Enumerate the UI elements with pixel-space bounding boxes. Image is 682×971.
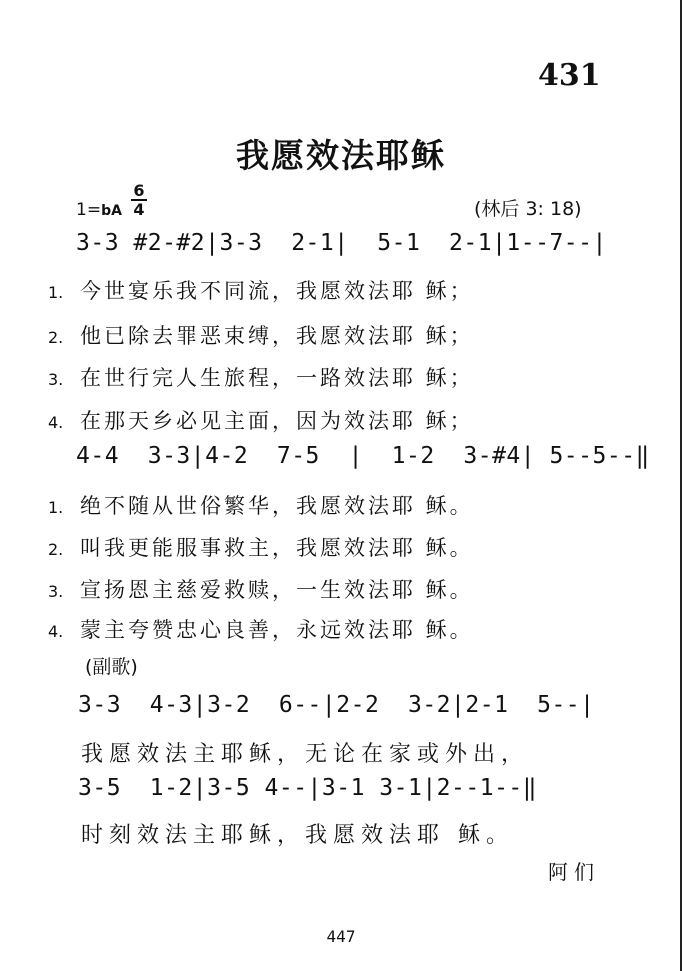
verse-text: 在世行完人生旅程，一路效法耶 稣； xyxy=(80,366,474,390)
key-signature xyxy=(76,200,122,220)
verse-number: 4. xyxy=(48,413,64,432)
key-note: A xyxy=(111,203,122,219)
verse-line xyxy=(48,320,474,350)
verse-line xyxy=(48,275,474,305)
verse-number: 2. xyxy=(48,328,64,347)
verse-line xyxy=(48,490,474,520)
music-line-3: 3-3 4-3|3-2 6--|2-2 3-2|2-1 5--| xyxy=(78,692,595,718)
verse-number: 1. xyxy=(48,498,64,517)
verse-text: 他已除去罪恶束缚，我愿效法耶 稣； xyxy=(80,324,474,348)
verse-text: 今世宴乐我不同流，我愿效法耶 稣； xyxy=(80,279,474,303)
time-signature xyxy=(131,182,147,218)
meter-bottom: 4 xyxy=(131,199,147,218)
verse-number: 3. xyxy=(48,370,64,389)
hymn-number: 431 xyxy=(538,58,601,93)
verse-text: 蒙主夸赞忠心良善，永远效法耶 稣。 xyxy=(80,618,474,642)
verse-number: 1. xyxy=(48,283,64,302)
verse-text: 宣扬恩主慈爱救赎，一生效法耶 稣。 xyxy=(80,578,474,602)
verse-line xyxy=(48,614,474,644)
verse-text: 叫我更能服事救主，我愿效法耶 稣。 xyxy=(80,536,474,560)
verse-line xyxy=(48,362,474,392)
verse-line xyxy=(48,574,474,604)
verse-line xyxy=(48,405,474,435)
key-prefix: 1= xyxy=(76,200,102,220)
chorus-lyric: 我愿效法主耶稣，无论在家或外出， xyxy=(81,742,530,767)
verse-line xyxy=(48,532,474,562)
verse-number: 2. xyxy=(48,540,64,559)
music-line-1: 3-3 #2-#2|3-3 2-1| 5-1 2-1|1--7--| xyxy=(76,230,607,256)
scripture-reference: (林后 3: 18) xyxy=(474,198,582,220)
page-number: 447 xyxy=(326,927,356,946)
amen: 阿们 xyxy=(548,860,600,884)
hymn-title: 我愿效法耶稣 xyxy=(236,136,446,175)
verse-text: 在那天乡必见主面，因为效法耶 稣； xyxy=(80,409,474,433)
music-line-2: 4-4 3-3|4-2 7-5 | 1-2 3-#4| 5--5--‖ xyxy=(76,443,650,469)
verse-number: 4. xyxy=(48,622,64,641)
chorus-lyric: 时刻效法主耶稣，我愿效法耶 稣。 xyxy=(81,823,514,848)
flat-sign: b xyxy=(101,203,112,219)
verse-number: 3. xyxy=(48,582,64,601)
meter-top: 6 xyxy=(133,181,145,200)
music-line-4: 3-5 1-2|3-5 4--|3-1 3-1|2--1--‖ xyxy=(78,775,538,801)
verse-text: 绝不随从世俗繁华，我愿效法耶 稣。 xyxy=(80,494,474,518)
chorus-label: (副歌) xyxy=(85,656,138,678)
